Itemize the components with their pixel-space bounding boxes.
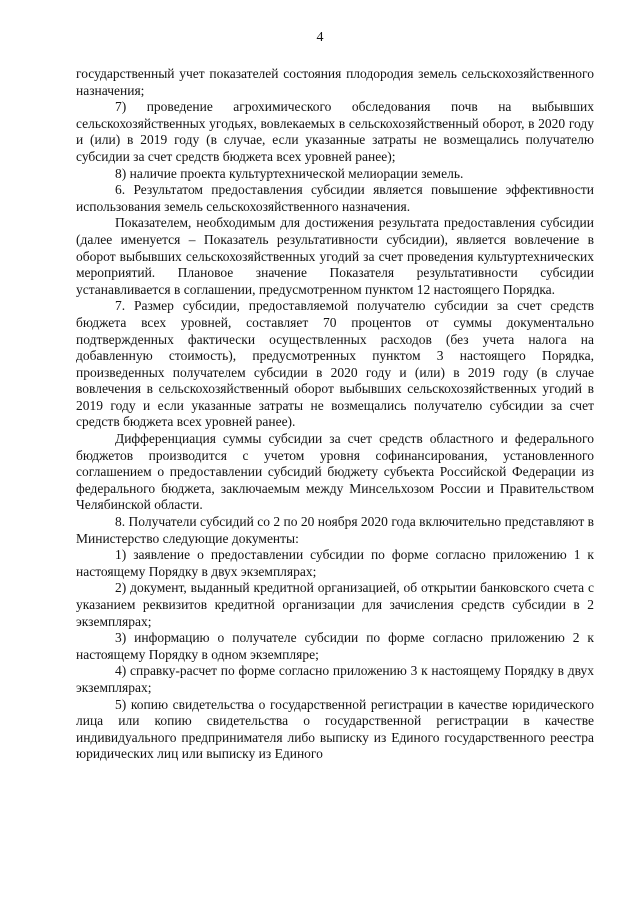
paragraph-doc-5: 5) копию свидетельства о государственной регистрации в качестве юридического лица или копию свидетельства о государственной регистрации в качестве индивидуального предпринимателя либо выписку из Единого государственного реестра юридических лиц или выписку из Единого bbox=[76, 696, 594, 762]
paragraph-clause-7: 7. Размер субсидии, предоставляемой получателю субсидии за счет средств бюджета всех уровней, составляет 70 процентов от суммы документально подтвержденных фактически осуществленных расходов (без учета налога на добавленную стоимость), предусмотренных пунктом 3 настоящего Порядка, произведенных получателем субсидии в 2020 году и (или) в 2019 году (в случае вовлечения в сельскохозяйственный оборот выбывших сельскохозяйственных угодий в 2019 году и если указанные затраты не возмещались получателю субсидии за счет средств бюджета всех уровней ранее). bbox=[76, 298, 594, 430]
paragraph-item-8-project: 8) наличие проекта культуртехнической мелиорации земель. bbox=[115, 165, 464, 181]
paragraph-continuation: государственный учет показателей состояния плодородия земель сельскохозяйственного назначения; bbox=[76, 66, 594, 98]
document-body bbox=[76, 66, 594, 763]
paragraph-doc-3: 3) информацию о получателе субсидии по форме согласно приложению 2 к настоящему Порядку в одном экземпляре; bbox=[76, 630, 594, 662]
paragraph-doc-2: 2) документ, выданный кредитной организацией, об открытии банковского счета с указанием реквизитов кредитной организации для зачисления средств субсидии в 2 экземплярах; bbox=[76, 580, 594, 629]
page-number: 4 bbox=[316, 30, 324, 45]
paragraph-clause-6: 6. Результатом предоставления субсидии является повышение эффективности использования земель сельскохозяйственного назначения. bbox=[76, 182, 594, 214]
paragraph-doc-4: 4) справку-расчет по форме согласно приложению 3 к настоящему Порядку в двух экземплярах; bbox=[76, 663, 594, 695]
paragraph-indicator: Показателем, необходимым для достижения результата предоставления субсидии (далее именуется – Показатель результативности субсидии), является вовлечение в оборот выбывших сельскохозяйственных угодий за счет проведения культуртехнических мероприятий. Плановое значение Показателя результативности субсидии устанавливается в соглашении, предусмотренном пунктом 12 настоящего Порядка. bbox=[76, 215, 594, 297]
paragraph-doc-1: 1) заявление о предоставлении субсидии по форме согласно приложению 1 к настоящему Порядку в двух экземплярах; bbox=[76, 547, 594, 579]
paragraph-item-7-survey: 7) проведение агрохимического обследования почв на выбывших сельскохозяйственных угодьях, вовлекаемых в сельскохозяйственный оборот, в 2020 году и (или) в 2019 году (в случае, если указанные затраты не возмещались получателю субсидии за счет средств бюджета всех уровней ранее); bbox=[76, 99, 594, 164]
paragraph-clause-8: 8. Получатели субсидий со 2 по 20 ноября 2020 года включительно представляют в Министерство следующие документы: bbox=[76, 514, 594, 546]
paragraph-differentiation: Дифференциация суммы субсидии за счет средств областного и федерального бюджетов производится с учетом уровня софинансирования, установленного соглашением о предоставлении субсидий бюджету субъекта Российской Федерации из федерального бюджета, заключаемым между Минсельхозом России и Правительством Челябинской области. bbox=[76, 431, 594, 513]
